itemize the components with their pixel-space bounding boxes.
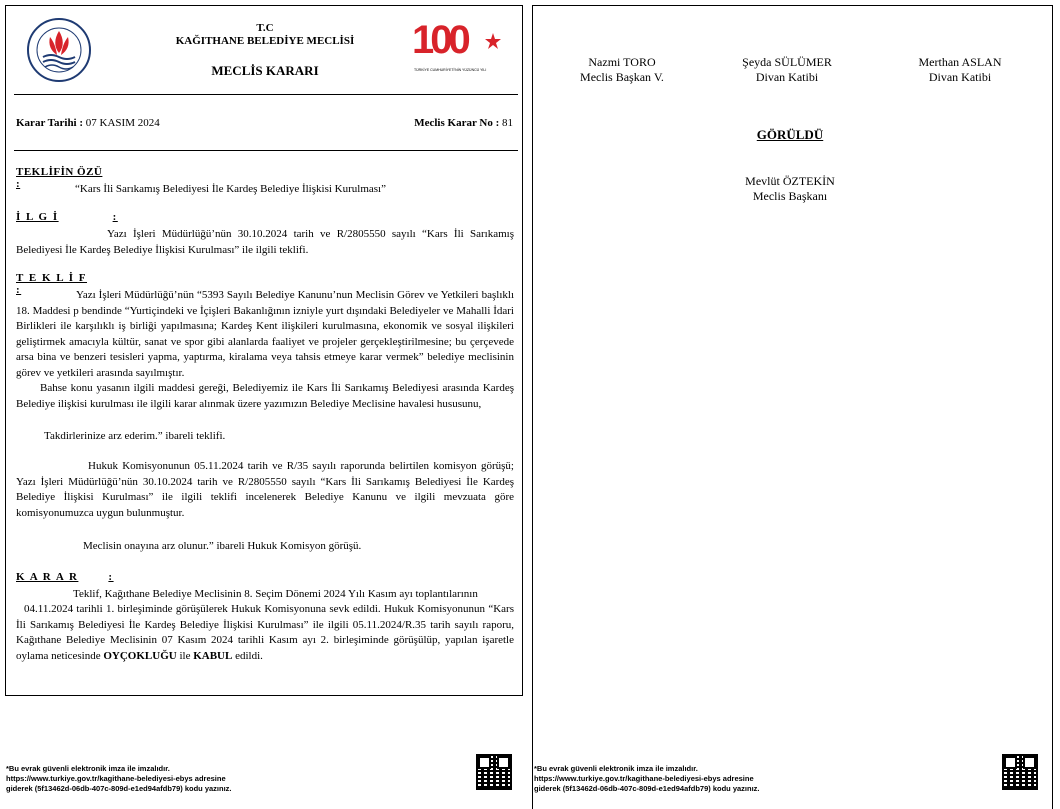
decision-number: Meclis Karar No : 81 <box>414 117 513 129</box>
ozu-text: “Kars İli Sarıkamış Belediyesi İle Kardeş Belediye İlişkisi Kurulması” <box>75 183 386 195</box>
signer-title: Divan Katibi <box>755 70 819 84</box>
signer-name: Şeyda SÜLÜMER <box>742 55 832 69</box>
commission-opinion: Hukuk Komisyonunun 05.11.2024 tarih ve R/35 sayılı raporunda belirtilen komisyon görüşü; Yazı İşleri Müdürlüğü’nün 30.10.2024 tarih ve R/2805550 sayılı “Kars İli Sarıkamış Belediyesi İle Kardeş Belediye İlişkisi Kurulması” ile ilgili teklifi incelenerek Belediye Kanunu ve ilgili mevzuata göre komisyonumuzca uygun bulunmuştur. <box>16 460 514 519</box>
centennial-caption: TÜRKİYE CUMHURİYETİ'NİN YÜZÜNCÜ YILI <box>414 68 487 72</box>
page-frame <box>532 5 1053 809</box>
signer-name: Nazmi TORO <box>588 55 656 69</box>
signature-block-2 <box>717 55 857 85</box>
section-title-karar: K A R A R : <box>16 571 114 583</box>
municipality-logo <box>26 17 92 83</box>
decision-date: Karar Tarihi : 07 KASIM 2024 <box>16 117 160 129</box>
decision-result: KABUL <box>193 649 233 662</box>
vote-result: OYÇOKLUĞU <box>103 649 177 662</box>
commission-closing: Meclisin onayına arz olunur.” ibareli Hukuk Komisyon görüşü. <box>83 540 362 552</box>
seen-label: GÖRÜLDÜ <box>756 127 824 142</box>
teklif-paragraph-1: Yazı İşleri Müdürlüğü’nün “5393 Sayılı Belediye Kanunu’nun Meclisin Görev ve Yetkileri başlıklı 18. Maddesi p bendinde “Yurtiçindeki ve İçişleri Bakanlığının izniyle yurt dışındaki Belediyeler ve Mahalli İdari Birlikleri ile karşılıklı iş birliği yapılmasına; Kardeş Kent ilişkileri kurulmasına, ekonomik ve sosyal ilişkileri geliştirmek amacıyla kültür, sanat ve spor gibi alanlarda faaliyet ve projeler gerçekleştirilmesine; bu çerçevede arsa bina ve benzeri tesisleri yapma, yaptırma, kiralama veya tahsis etmeye karar vermek” belediye meclisinin görev ve yetkileri arasında sayılmıştır. <box>16 289 514 379</box>
star-icon <box>484 32 502 50</box>
document-page-1 <box>0 0 528 809</box>
verification-link[interactable]: https://www.turkiye.gov.tr/kagithane-belediyesi-ebys adresine <box>6 774 226 783</box>
centennial-logo <box>412 18 502 74</box>
e-signature-notice: *Bu evrak güvenli elektronik imza ile imzalıdır. https://www.turkiye.gov.tr/kagithane-belediyesi-ebys adresine giderek (5f13462d-06db-407c-809d-e1ed94afdb79) kodu yazınız. <box>534 764 834 794</box>
ilgi-text: Yazı İşleri Müdürlüğü’nün 30.10.2024 tarih ve R/2805550 sayılı “Kars İli Sarıkamış Belediyesi İle Kardeş Belediye İlişkisi Kurulması” ile ilgili teklifi. <box>16 228 514 256</box>
signer-title: Divan Katibi <box>928 70 992 84</box>
document-page-2 <box>532 0 1060 809</box>
qr-code[interactable] <box>476 754 512 790</box>
seen-signature-block <box>700 174 880 204</box>
seen-title: Meclis Başkanı <box>752 189 828 203</box>
section-title-teklif: T E K L İ F: <box>16 272 88 296</box>
karar-text: 04.11.2024 tarihli 1. birleşiminde görüşülerek Hukuk Komisyonuna sevk edildi. Hukuk Komisyonunun “Kars İli Sarıkamış Belediyesi İle Kardeş Belediye İlişkisi Kurulması” ile ilgili 05.11.2024/R.35 tarih sayılı raporu, Kağıthane Belediye Meclisinin 07 Kasım 2024 tarihli Kasım ayı 2. birleşiminde görüşülüp, yapılan işaretle oylama neticesinde OYÇOKLUĞU ile KABUL edildi. <box>16 603 514 662</box>
signer-title: Meclis Başkan V. <box>580 70 664 84</box>
qr-code[interactable] <box>1002 754 1038 790</box>
meta-divider <box>14 150 518 151</box>
council-name: KAĞITHANE BELEDİYE MECLİSİ <box>175 35 355 47</box>
section-title-ilgi: İ L G İ : <box>16 211 118 223</box>
seen-name: Mevlüt ÖZTEKİN <box>745 174 835 188</box>
tc-label: T.C <box>256 22 274 34</box>
e-signature-notice: *Bu evrak güvenli elektronik imza ile imzalıdır. https://www.turkiye.gov.tr/kagithane-belediyesi-ebys adresine giderek (5f13462d-06db-407c-809d-e1ed94afdb79) kodu yazınız. <box>6 764 306 794</box>
signer-name: Merthan ASLAN <box>918 55 1002 69</box>
signature-block-3 <box>890 55 1030 85</box>
teklif-paragraph-3: Takdirlerinize arz ederim.” ibareli teklifi. <box>44 430 226 442</box>
centennial-number: 100 <box>412 18 467 62</box>
doc-type-title: MECLİS KARARI <box>211 63 319 78</box>
karar-line-1: Teklif, Kağıthane Belediye Meclisinin 8. Seçim Dönemi 2024 Yılı Kasım ayı toplantılarının <box>73 588 478 600</box>
teklif-paragraph-2: Bahse konu yasanın ilgili maddesi gereği, Belediyemiz ile Kars İli Sarıkamış Belediyesi arasında Kardeş Belediye ilişkisi kurulması ile ilgili karar alınmak üzere yazımızın Belediye Meclisine havalesi hususunu, <box>16 382 514 410</box>
section-title-ozu: TEKLİFİN ÖZÜ: <box>16 166 103 190</box>
verification-link[interactable]: https://www.turkiye.gov.tr/kagithane-belediyesi-ebys adresine <box>534 774 754 783</box>
signature-block-1 <box>552 55 692 85</box>
header-divider <box>14 94 518 95</box>
